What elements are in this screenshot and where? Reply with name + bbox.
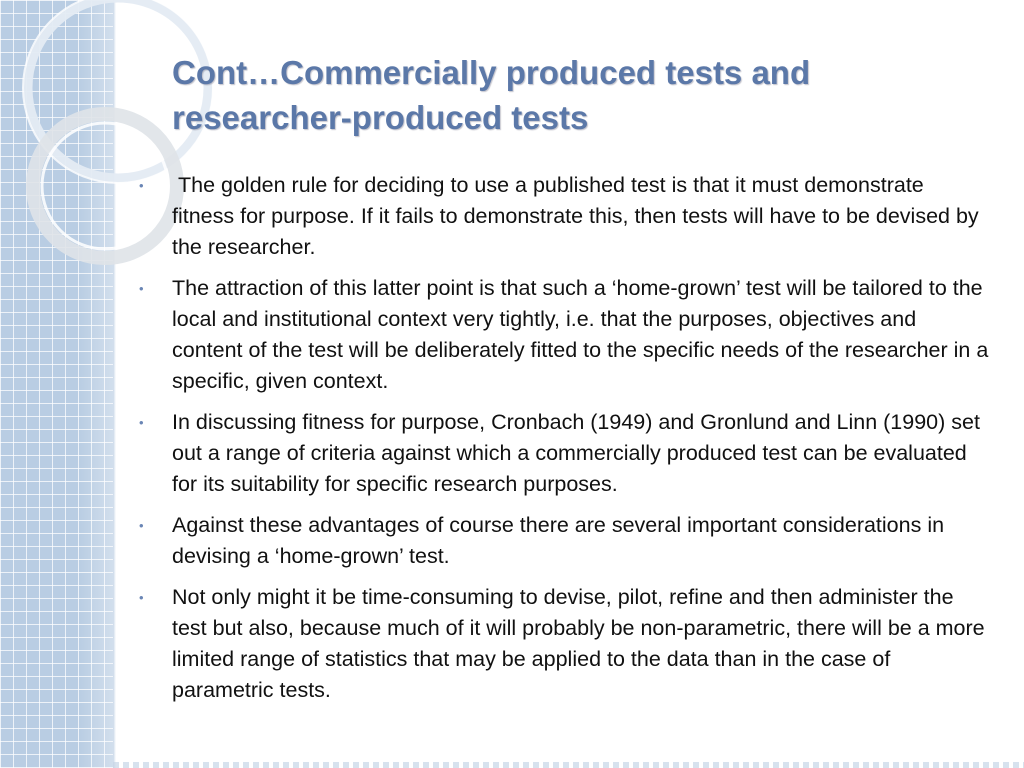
bullet-text: The attraction of this latter point is that such a ‘home-grown’ test will be tailored to the local and institutional context very tightly, i.e. that the purposes, objectives and content of the test will be deliberately fitted to the specific needs of the researcher in a specific, given context. — [172, 276, 989, 393]
bullet-list — [139, 170, 990, 716]
bullet-item — [139, 170, 990, 263]
bullet-icon: • — [139, 281, 144, 296]
bottom-strip — [113, 762, 1024, 768]
bullet-text: The golden rule for deciding to use a published test is that it must demonstrate fitness for purpose. If it fails to demonstrate this, then tests will have to be devised by the researcher. — [172, 173, 985, 259]
bullet-text: In discussing fitness for purpose, Cronbach (1949) and Gronlund and Linn (1990) set out a range of criteria against which a commercially produced test can be evaluated for its suitability for specific research purposes. — [172, 410, 980, 496]
bullet-icon: • — [139, 518, 144, 533]
bullet-icon: • — [139, 415, 144, 430]
bullet-item — [139, 510, 990, 572]
bullet-item — [139, 273, 990, 397]
slide-title: Cont…Commercially produced tests and researcher-produced tests — [172, 54, 811, 136]
bullet-text: Against these advantages of course there are several important considerations in devising a ‘home-grown’ test. — [172, 513, 945, 568]
small-ring — [33, 114, 177, 258]
bullet-text: Not only might it be time-consuming to devise, pilot, refine and then administer the test but also, because much of it will probably be non-parametric, there will be a more limited range of statistics that may be applied to the data than in the case of parametric tests. — [172, 585, 985, 702]
bullet-icon: • — [139, 178, 144, 193]
small-ring-highlight — [42, 123, 168, 249]
bullet-icon: • — [139, 590, 144, 605]
bullet-item — [139, 407, 990, 500]
bullet-item — [139, 582, 990, 706]
